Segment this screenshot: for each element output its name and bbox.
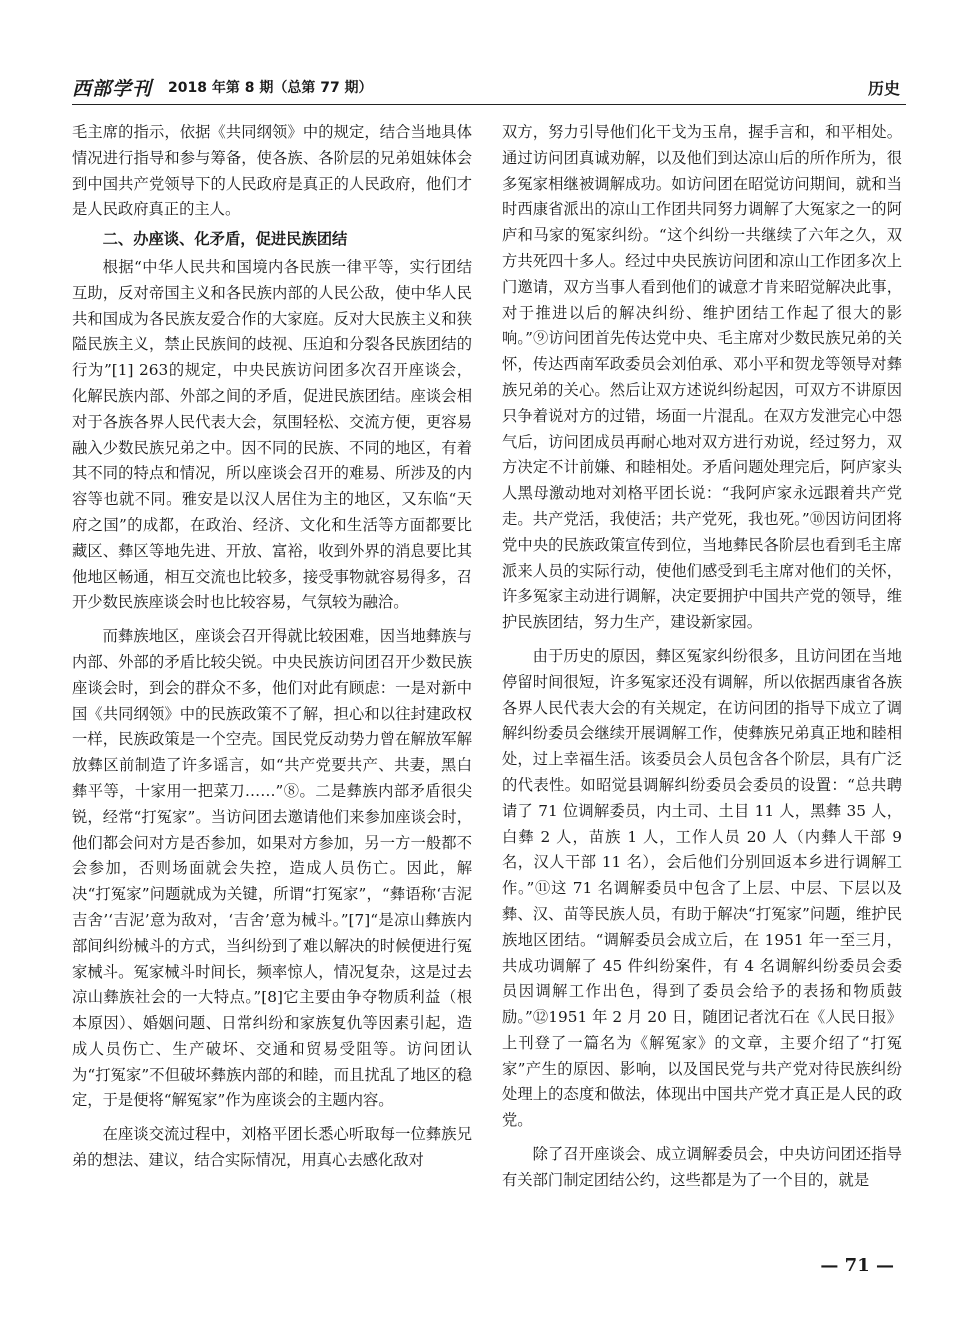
page-number: — 71 — <box>820 1255 894 1276</box>
paragraph: 毛主席的指示，依据《共同纲领》中的规定，结合当地具体情况进行指导和参与筹备，使各族、各阶层的兄弟姐妹体会到中国共产党领导下的人民政府是真正的人民政府，他们才是人民政府真正的主人。 <box>72 123 472 219</box>
paragraph: 在座谈交流过程中，刘格平团长悉心听取每一位彝族兄弟的想法、建议，结合实际情况，用真心去感化敌对 <box>72 1125 472 1170</box>
left-column <box>72 120 472 1174</box>
paragraph: 由于历史的原因，彝区冤家纠纷很多，且访问团在当地停留时间很短，许多冤家还没有调解，所以依据西康省各族各界人民代表大会的有关规定，在访问团的指导下成立了调解纠纷委员会继续开展调解工作，使彝族兄弟真正地和睦相处，过上幸福生活。该委员会人员包含各个阶层，具有广泛的代表性。如昭觉县调解纠纷委员会委员的设置：“总共聘请了 71 位调解委员，内土司、土目 11 人，黑彝 35 人，白彝 2 人，苗族 1 人，工作人员 20 人（内彝人干部 9 名，汉人干部 11 名），会后他们分别回返本乡进行调解工作。”⑪这 71 名调解委员中包含了上层、中层、下层以及彝、汉、苗等民族人员，有助于解决“打冤家”问题，维护民族地区团结。“调解委员会成立后，在 1951 年一至三月，共成功调解了 45 件纠纷案件，有 4 名调解纠纷委员会委员因调解工作出色，得到了委员会给予的表扬和物质鼓励。”⑫1951 年 2 月 20 日，随团记者沈石在《人民日报》上刊登了一篇名为《解冤家》的文章，主要介绍了“打冤家”产生的原因、影响，以及国民党与共产党对待民族纠纷处理上的态度和做法，体现出中国共产党才真正是人民的政党。 <box>502 646 902 1130</box>
right-column <box>502 120 902 1194</box>
paragraph: 根据“中华人民共和国境内各民族一律平等，实行团结互助，反对帝国主义和各民族内部的人民公敌，使中华人民共和国成为各民族友爱合作的大家庭。反对大民族主义和狭隘民族主义，禁止民族间的歧视、压迫和分裂各民族团结的行为”[1] 263的规定，中央民族访问团多次召开座谈会，化解民族内部、外部之间的矛盾，促进民族团结。座谈会相对于各族各界人民代表大会，氛围轻松、交流方便，更容易融入少数民族兄弟之中。因不同的民族、不同的地区，有着其不同的特点和情况，所以座谈会召开的难易、所涉及的内容等也就不同。雅安是以汉人居住为主的地区，又东临“天府之国”的成都，在政治、经济、文化和生活等方面都要比藏区、彝区等地先进、开放、富裕，收到外界的消息要比其他地区畅通，相互交流也比较多，接受事物就容易得多，召开少数民族座谈会时也比较容易，气氛较为融洽。 <box>72 257 472 612</box>
paragraph: 双方，努力引导他们化干戈为玉帛，握手言和，和平相处。通过访问团真诚劝解，以及他们到达凉山后的所作所为，很多冤家相继被调解成功。如访问团在昭觉访问期间，就和当时西康省派出的凉山工作团共同努力调解了大冤家之一的阿庐和马家的冤家纠纷。“这个纠纷一共继续了六年之久，双方共死四十多人。经过中央民族访问团和凉山工作团多次上门邀请，双方当事人看到他们的诚意才肯来昭觉解决此事，对于推进以后的解决纠纷、维护团结工作起了很大的影响。”⑨访问团首先传达党中央、毛主席对少数民族兄弟的关怀，传达西南军政委员会刘伯承、邓小平和贺龙等领导对彝族兄弟的关心。然后让双方述说纠纷起因，可双方不讲原因只争着说对方的过错，场面一片混乱。在双方发泄完心中怨气后，访问团成员再耐心地对双方进行劝说，经过努力，双方决定不计前嫌、和睦相处。矛盾问题处理完后，阿庐家头人黑母激动地对刘格平团长说：“我阿庐家永远跟着共产党走。共产党活，我使活；共产党死，我也死。”⑩因访问团将党中央的民族政策宣传到位，当地彝民各阶层也看到毛主席派来人员的实际行动，使他们感受到毛主席对他们的关怀，许多冤家主动进行调解，决定要拥护中国共产党的领导，维护民族团结，努力生产，建设新家园。 <box>502 123 902 632</box>
running-header <box>72 72 906 105</box>
journal-logo: 西部学刊 <box>72 78 153 100</box>
paragraph: 而彝族地区，座谈会召开得就比较困难，因当地彝族与内部、外部的矛盾比较尖锐。中央民族访问团召开少数民族座谈会时，到会的群众不多，他们对此有顾虑：一是对新中国《共同纲领》中的民族政策不了解，担心和以往封建政权一样，民族政策是一个空壳。国民党反动势力曾在解放军解放彝区前制造了许多谣言，如“共产党要共产、共妻，黑白彝平等，十家用一把菜刀……”⑧。二是彝族内部矛盾很尖锐，经常“打冤家”。当访问团去邀请他们来参加座谈会时，他们都会问对方是否参加，如果对方参加，另一方一般都不会参加，否则场面就会失控，造成人员伤亡。因此，解决“打冤家”问题就成为关键，所谓“打冤家”，“彝语称‘吉泥吉舍’‘吉泥’意为敌对，‘吉舍’意为械斗。”[7]“是凉山彝族内部间纠纷械斗的方式，当纠纷到了难以解决的时候便进行冤家械斗。冤家械斗时间长，频率惊人，情况复杂，这是过去凉山彝族社会的一大特点。”[8]它主要由争夺物质利益（根本原因）、婚姻问题、日常纠纷和家族复仇等因素引起，造成人员伤亡、生产破坏、交通和贸易受阻等。访问团认为“打冤家”不但破坏彝族内部的和睦，而且扰乱了地区的稳定，于是便将“解冤家”作为座谈会的主题内容。 <box>72 627 472 1110</box>
issue-info: 2018 年第 8 期（总第 77 期） <box>168 80 373 96</box>
section-title: 历史 <box>867 79 900 98</box>
section-heading: 二、办座谈、化矛盾，促进民族团结 <box>102 230 348 249</box>
paragraph: 除了召开座谈会、成立调解委员会，中央访问团还指导有关部门制定团结公约，这些都是为了一个目的，就是 <box>502 1145 902 1189</box>
